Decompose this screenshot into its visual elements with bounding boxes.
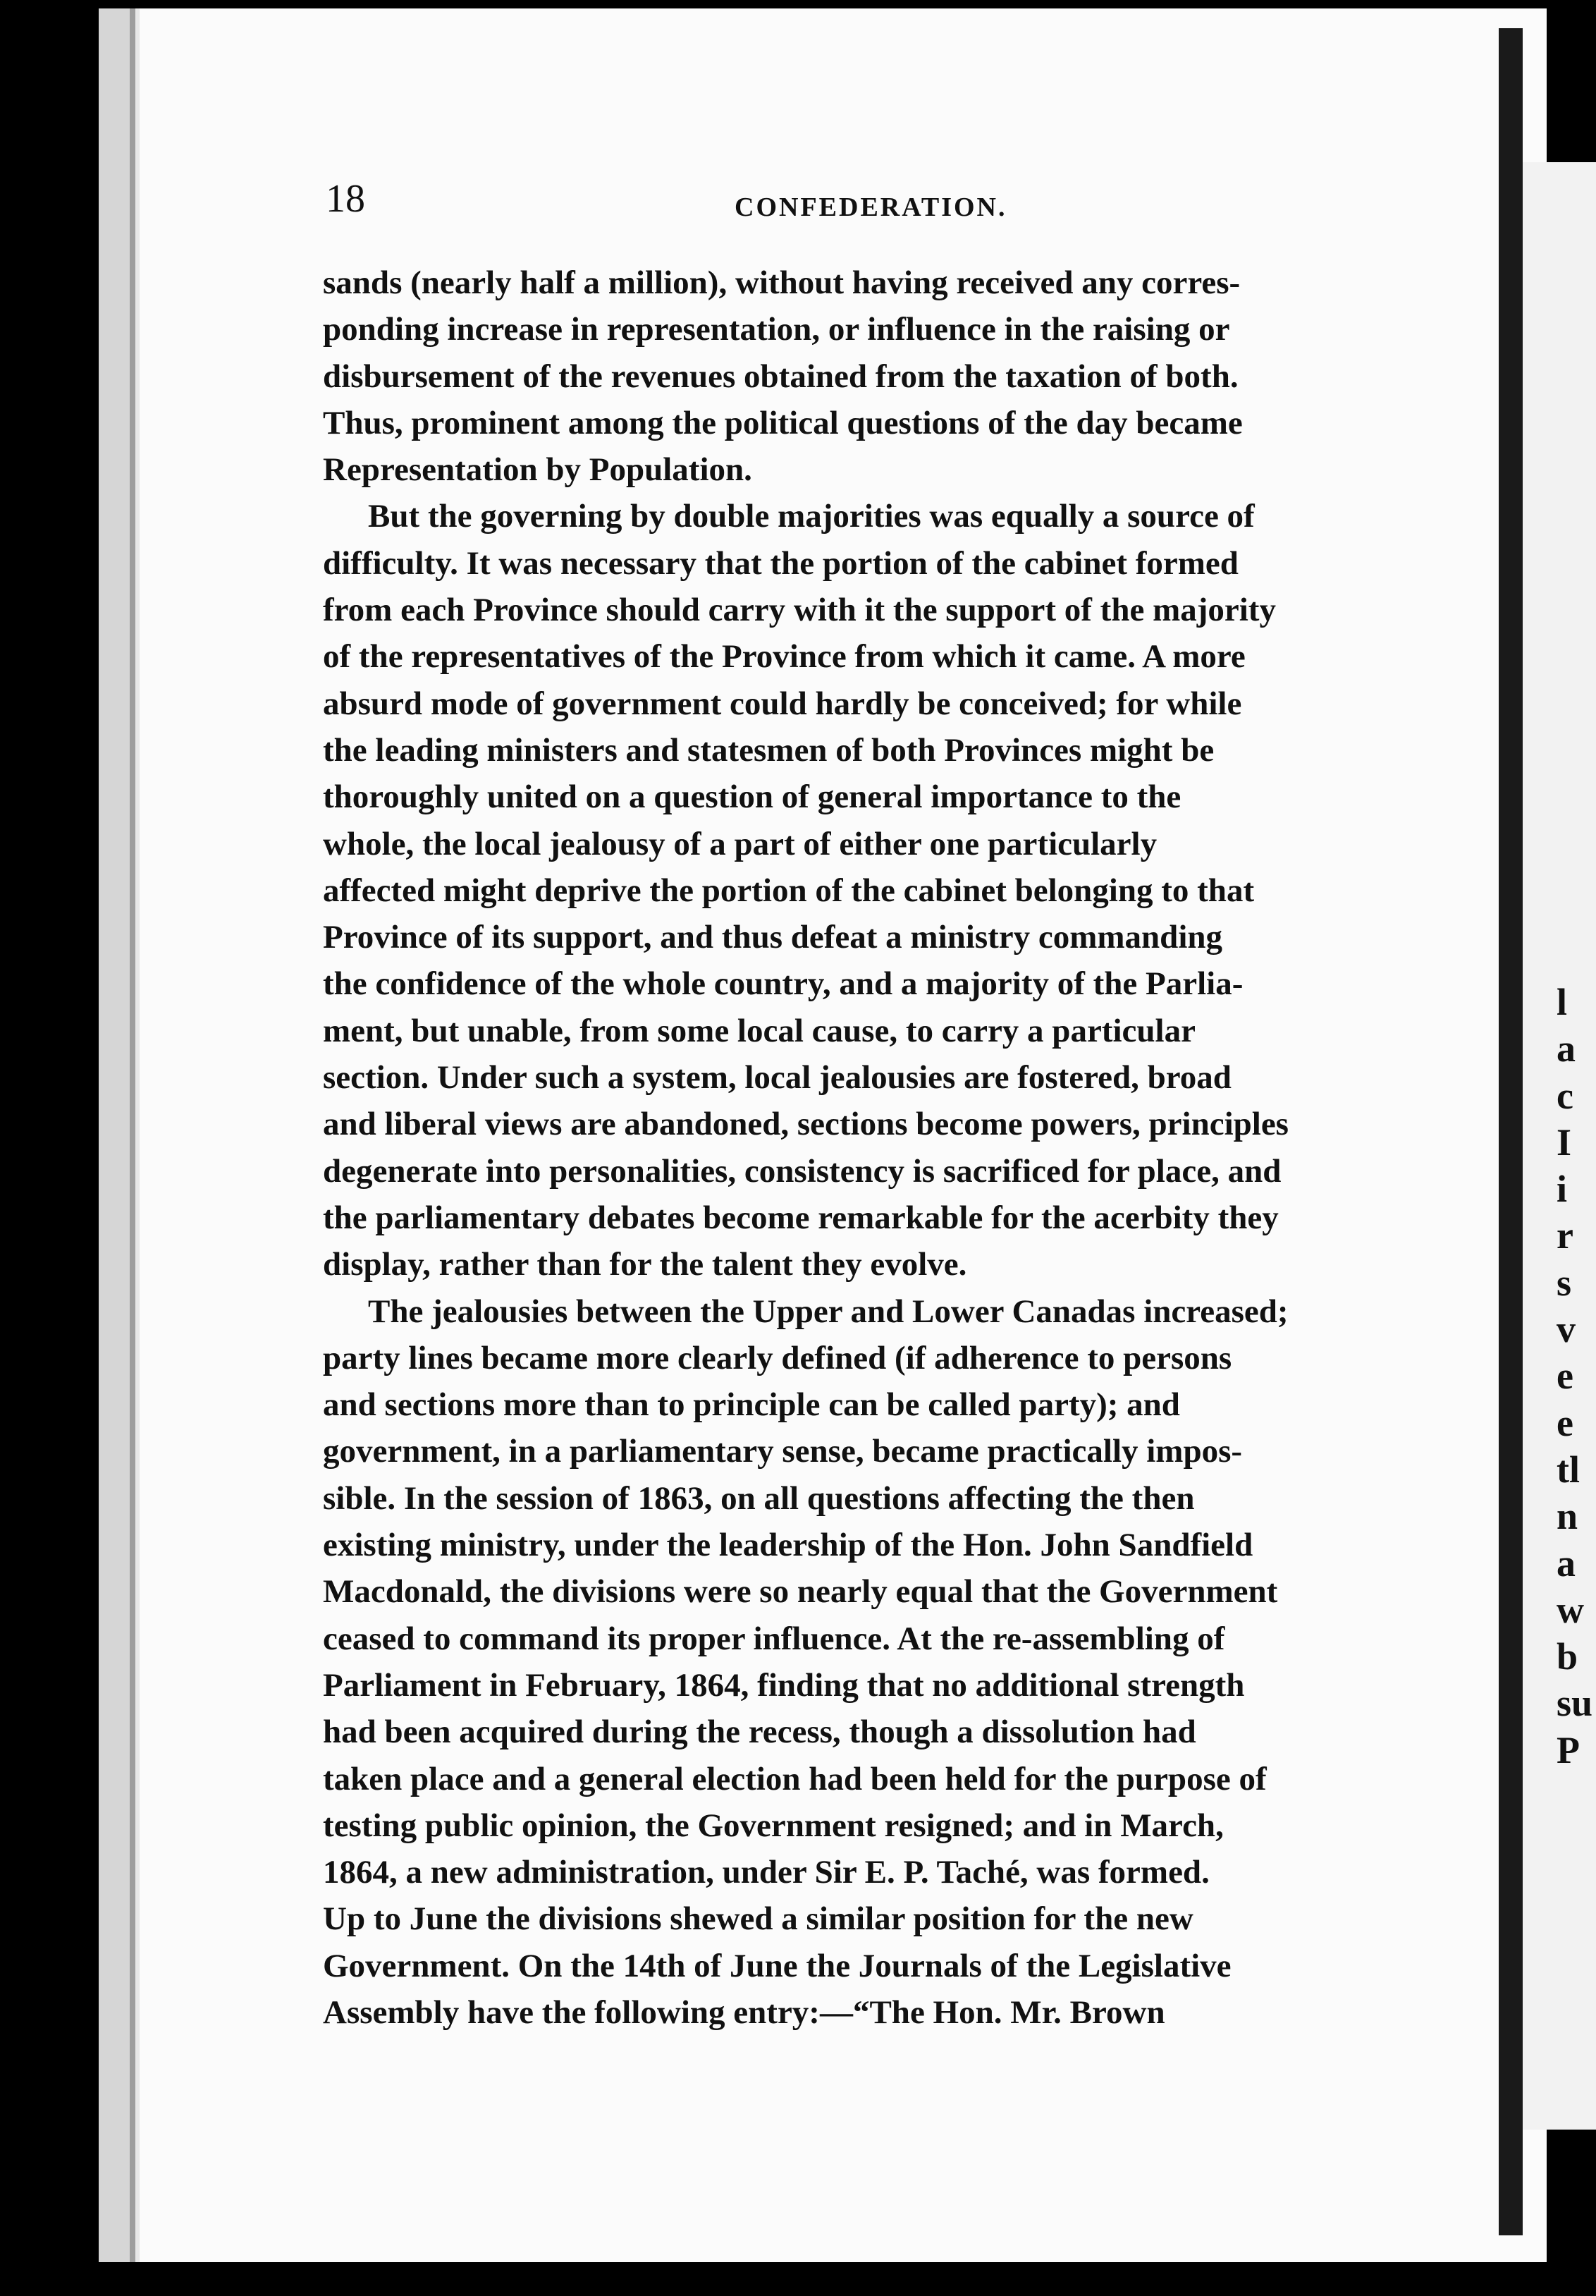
text-line <box>323 446 1400 493</box>
page-number: 18 <box>326 177 365 221</box>
text-line-content: sands (nearly half a million), without having received any corres- <box>323 264 1241 301</box>
text-line <box>323 727 1400 774</box>
text-line-content: party lines became more clearly defined (if adherence to persons <box>323 1339 1232 1376</box>
text-line <box>323 1756 1400 1802</box>
text-line-content: ponding increase in representation, or influence in the raising or <box>323 311 1230 348</box>
text-line <box>323 493 1400 539</box>
text-line-content: thoroughly united on a question of general importance to the <box>323 778 1181 816</box>
facing-page-edge-letter: s <box>1557 1261 1572 1304</box>
text-line <box>323 1054 1400 1101</box>
text-line <box>323 1895 1400 1942</box>
text-line <box>323 1195 1400 1241</box>
text-line <box>323 1241 1400 1288</box>
text-line <box>323 353 1400 400</box>
text-line <box>323 1849 1400 1895</box>
text-line <box>323 1428 1400 1474</box>
facing-page-edge-letter: v <box>1557 1308 1576 1351</box>
text-line-content: from each Province should carry with it the support of the majority <box>323 592 1276 629</box>
text-line <box>323 1101 1400 1147</box>
text-line-content: 1864, a new administration, under Sir E. P. Taché, was formed. <box>323 1854 1210 1891</box>
text-line-content: absurd mode of government could hardly be conceived; for while <box>323 685 1242 722</box>
facing-page-edge-letter: b <box>1557 1635 1578 1678</box>
text-line <box>323 821 1400 867</box>
text-line-content: the confidence of the whole country, and a majority of the Parlia- <box>323 965 1244 1003</box>
facing-page-edge-letter: w <box>1557 1588 1584 1631</box>
text-line-content: section. Under such a system, local jealousies are fostered, broad <box>323 1059 1232 1097</box>
paragraph <box>323 259 1400 493</box>
text-line-content: ment, but unable, from some local cause, to carry a particular <box>323 1012 1196 1049</box>
text-line-content: Assembly have the following entry:—“The Hon. Mr. Brown <box>323 1993 1165 2031</box>
text-line-content: the parliamentary debates become remarkable for the acerbity they <box>323 1199 1279 1236</box>
text-line <box>323 774 1400 820</box>
running-title: CONFEDERATION. <box>735 193 1007 222</box>
text-line <box>323 1989 1400 2036</box>
body-text <box>323 259 1400 2036</box>
text-line <box>323 960 1400 1007</box>
text-line-content: Government. On the 14th of June the Journals of the Legislative <box>323 1947 1232 1984</box>
text-line <box>323 1522 1400 1568</box>
text-line-content: testing public opinion, the Government resigned; and in March, <box>323 1807 1224 1844</box>
page-header <box>326 176 1397 226</box>
facing-page-edge-letter: r <box>1557 1214 1573 1257</box>
paragraph <box>323 1288 1400 2037</box>
text-line <box>323 867 1400 914</box>
facing-page-edge-letter: n <box>1557 1495 1578 1538</box>
text-line-content: ceased to command its proper influence. At the re-assembling of <box>323 1620 1225 1657</box>
facing-page-edge-letter: l <box>1557 981 1568 1023</box>
text-line-content: But the governing by double majorities was equally a source of <box>368 498 1255 535</box>
text-line-content: affected might deprive the portion of the cabinet belonging to that <box>323 872 1255 909</box>
text-line-content: whole, the local jealousy of a part of either one particularly <box>323 825 1158 862</box>
text-line-content: existing ministry, under the leadership of the Hon. John Sandfield <box>323 1527 1253 1564</box>
facing-page-edge-letter: a <box>1557 1541 1576 1584</box>
text-line <box>323 680 1400 727</box>
facing-page-edge-letter: su <box>1557 1682 1593 1725</box>
text-line <box>323 1568 1400 1615</box>
text-line <box>323 540 1400 587</box>
facing-page-edge-text <box>1557 979 1596 1773</box>
text-line <box>323 1148 1400 1195</box>
facing-page-edge-letter: a <box>1557 1027 1576 1070</box>
text-line-content: Up to June the divisions shewed a similar position for the new <box>323 1900 1193 1938</box>
text-line <box>323 1288 1400 1335</box>
facing-page-edge-letter: i <box>1557 1168 1568 1211</box>
text-line <box>323 306 1400 353</box>
facing-page-edge-letter: P <box>1557 1728 1580 1771</box>
text-line-content: sible. In the session of 1863, on all questions affecting the then <box>323 1479 1195 1517</box>
text-line-content: Thus, prominent among the political questions of the day became <box>323 404 1243 441</box>
text-line <box>323 633 1400 680</box>
text-line <box>323 1475 1400 1522</box>
text-line-content: government, in a parliamentary sense, became practically impos- <box>323 1433 1243 1470</box>
text-line-content: and sections more than to principle can be called party); and <box>323 1386 1180 1424</box>
facing-page-edge-letter: I <box>1557 1120 1572 1164</box>
book-spine-gutter <box>1499 28 1523 2235</box>
text-line <box>323 1802 1400 1849</box>
text-line-content: Macdonald, the divisions were so nearly equal that the Government <box>323 1573 1278 1611</box>
text-line <box>323 1335 1400 1381</box>
text-line-content: difficulty. It was necessary that the portion of the cabinet formed <box>323 544 1239 582</box>
text-line <box>323 1616 1400 1662</box>
facing-page-edge-letter: e <box>1557 1355 1573 1398</box>
facing-page-edge-letter: e <box>1557 1401 1573 1444</box>
text-line <box>323 1381 1400 1428</box>
paragraph <box>323 493 1400 1288</box>
text-line-content: Representation by Population. <box>323 451 752 489</box>
facing-page-edge-letter: tl <box>1557 1448 1580 1491</box>
text-line-content: Province of its support, and thus defeat a ministry commanding <box>323 919 1223 956</box>
text-line <box>323 400 1400 446</box>
text-line-content: disbursement of the revenues obtained from the taxation of both. <box>323 358 1239 395</box>
text-line <box>323 1008 1400 1054</box>
text-line-content: of the representatives of the Province from which it came. A more <box>323 638 1246 676</box>
facing-page-edge-letter: c <box>1557 1074 1573 1117</box>
text-line <box>323 587 1400 633</box>
text-line-content: and liberal views are abandoned, sections become powers, principles <box>323 1106 1289 1143</box>
text-line <box>323 1662 1400 1709</box>
text-line <box>323 914 1400 960</box>
text-line-content: degenerate into personalities, consistency is sacrificed for place, and <box>323 1152 1282 1190</box>
text-line-content: taken place and a general election had been held for the purpose of <box>323 1760 1267 1797</box>
text-line <box>323 259 1400 306</box>
text-line-content: display, rather than for the talent they evolve. <box>323 1246 967 1283</box>
text-line-content: Parliament in February, 1864, finding that no additional strength <box>323 1666 1245 1704</box>
text-line-content: The jealousies between the Upper and Lower Canadas increased; <box>368 1293 1289 1330</box>
text-line <box>323 1709 1400 1755</box>
text-line-content: had been acquired during the recess, though a dissolution had <box>323 1714 1196 1751</box>
text-line-content: the leading ministers and statesmen of both Provinces might be <box>323 731 1215 769</box>
text-line <box>323 1943 1400 1989</box>
